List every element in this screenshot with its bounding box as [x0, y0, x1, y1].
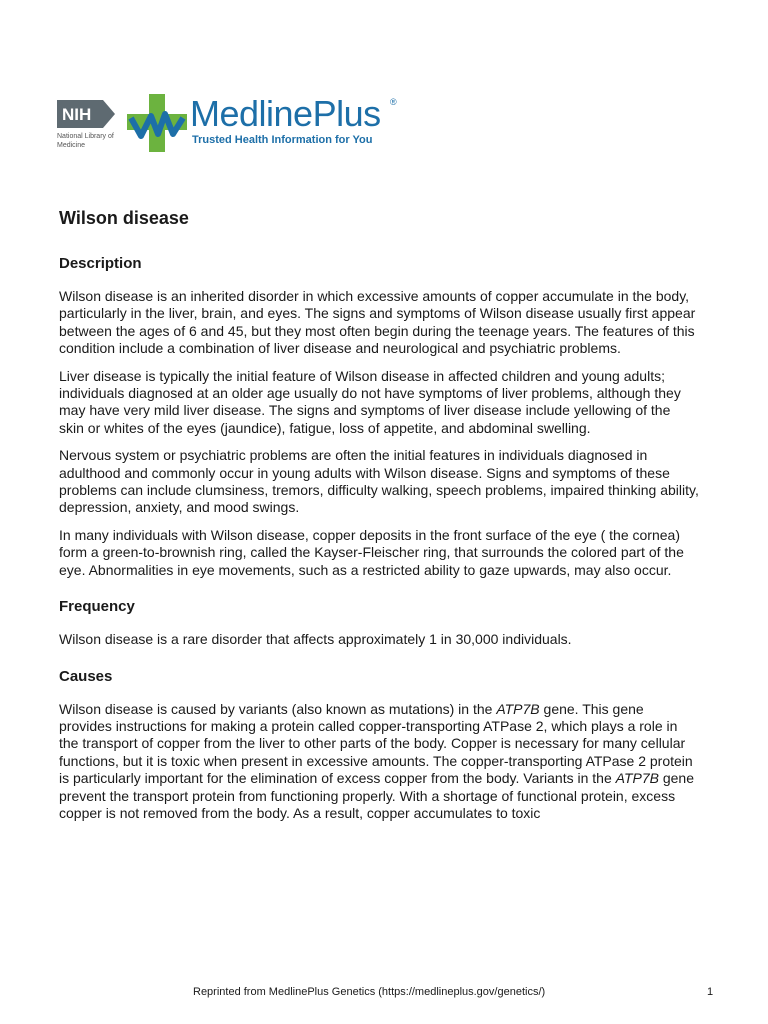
medlineplus-logo-icon[interactable]: [127, 94, 187, 152]
section-heading-frequency: Frequency: [59, 598, 135, 616]
nih-logo-text: NIH: [62, 105, 92, 124]
nih-subtitle: National Library of Medicine: [57, 133, 114, 149]
description-paragraph-3: Nervous system or psychiatric problems are often the initial features in individuals diagnosed in adulthood and commonly occur in young adults with Wilson disease. Signs and symptoms of these problems can include clumsiness, tremors, difficulty walking, speech problems, impaired thinking ability, depression, anxiety, and mood swings.: [59, 447, 699, 516]
document-body: [59, 206, 699, 840]
page-title: Wilson disease: [59, 208, 189, 228]
reprint-notice: Reprinted from MedlinePlus Genetics (https://medlineplus.gov/genetics/): [193, 986, 546, 998]
frequency-section: [59, 597, 699, 648]
frequency-paragraph: Wilson disease is a rare disorder that affects approximately 1 in 30,000 individuals.: [59, 631, 572, 648]
section-heading-causes: Causes: [59, 667, 113, 685]
registered-mark: ®: [390, 97, 397, 107]
brand-tagline: Trusted Health Information for You: [192, 134, 373, 146]
gene-name-atp7b: ATP7B: [496, 700, 540, 717]
brand-name: MedlinePlus: [190, 93, 381, 134]
causes-text-a: Wilson disease is caused by variants (also known as mutations) in the: [59, 700, 497, 717]
description-paragraph-4: In many individuals with Wilson disease, copper deposits in the front surface of the eye ( the cornea) form a green-to-brownish ring, called the Kayser-Fleischer ring, that surrounds the colored part of the eye. Abnormalities in eye movements, such as a restricted ability to gaze upwards, may also occur.: [59, 526, 684, 578]
causes-text-c: gene prevent the transport protein from functioning properly. With a shortage of functional protein, excess copper is not removed from the body. As a result, copper accumulates to toxic: [59, 770, 694, 821]
nih-logo[interactable]: [57, 100, 117, 128]
causes-text-b: gene. This gene provides instructions for making a protein called copper-transporting ATPase 2, which plays a role in the transport of copper from the liver to other parts of the body. Copper is necessary for many cellular functions, but it is toxic when present in excessive amounts. The copper-transporting ATPase 2 protein is particularly important for the elimination of excess copper from the body. Variants in the: [59, 700, 693, 787]
causes-paragraph: [59, 701, 699, 823]
site-header: [57, 94, 417, 156]
section-heading-description: Description: [59, 255, 142, 272]
description-paragraph-2: Liver disease is typically the initial feature of Wilson disease in affected children and young adults; individuals diagnosed at an older age usually do not have symptoms of liver problems, although they may have very mild liver disease. The signs and symptoms of liver disease include yellowing of the skin or whites of the eyes (jaundice), fatigue, loss of appetite, and abdominal swelling.: [59, 367, 681, 436]
gene-name-atp7b-2: ATP7B: [615, 770, 659, 787]
description-paragraph-1: Wilson disease is an inherited disorder in which excessive amounts of copper accumulate in the body, particularly in the liver, brain, and eyes. The signs and symptoms of Wilson disease usually first appear between the ages of 6 and 45, but they most often begin during the teenage years. The features of this condition include a combination of liver disease and neurological and psychiatric problems.: [59, 288, 696, 357]
causes-section: [59, 667, 699, 823]
page-number: 1: [707, 986, 714, 998]
description-section: [59, 254, 699, 579]
